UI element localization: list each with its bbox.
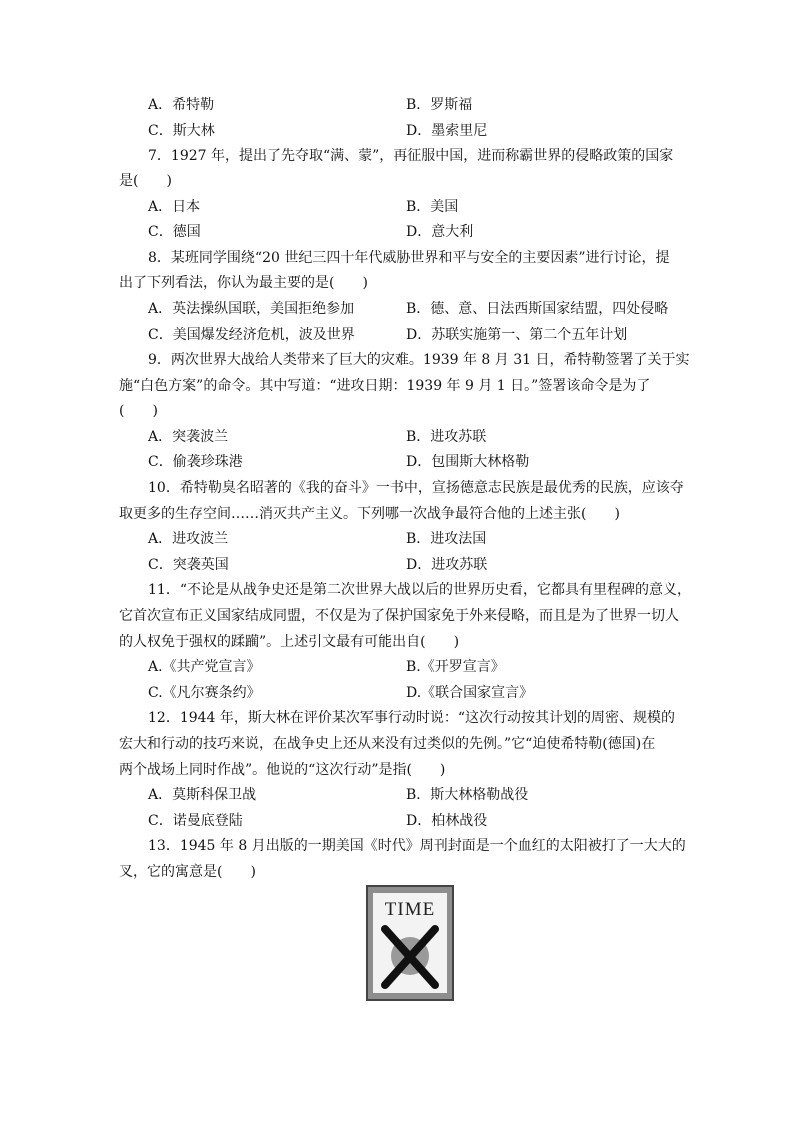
q9-stem-line2: 施“白色方案”的命令。其中写道：“进攻日期：1939 年 9 月 1 日。”签署该命令是为了 — [119, 378, 651, 394]
q8-stem-line1: 8．某班同学围绕“20 世纪三四十年代威胁世界和平与安全的主要因素”进行讨论，提 — [148, 250, 670, 266]
q10-option-d: D．进攻苏联 — [406, 557, 488, 573]
q11-option-d: D.《联合国家宣言》 — [406, 685, 534, 701]
q7-option-d: D．意大利 — [406, 224, 474, 240]
q9-option-d: D．包围斯大林格勒 — [406, 454, 530, 470]
q6-option-d: D．墨索里尼 — [406, 123, 488, 139]
q9-stem-line3: ( ) — [119, 403, 158, 419]
q6-option-b: B．罗斯福 — [406, 97, 473, 113]
q12-option-d: D．柏林战役 — [406, 813, 488, 829]
q10-option-c: C．突袭英国 — [148, 557, 229, 573]
time-magazine-cover-image — [366, 885, 454, 1001]
q12-option-a: A．莫斯科保卫战 — [148, 787, 257, 803]
q6-option-a: A．希特勒 — [148, 97, 215, 113]
crossed-out-sun-icon — [373, 923, 447, 989]
q7-stem-line1: 7．1927 年，提出了先夺取“满、蒙”，再征服中国，进而称霸世界的侵略政策的国家 — [148, 148, 674, 164]
q8-option-d: D．苏联实施第一、第二个五年计划 — [406, 327, 628, 343]
q11-stem-line2: 它首次宣布正义国家结成同盟，不仅是为了保护国家免于外来侵略，而且是为了世界一切人 — [119, 608, 679, 624]
q12-option-c: C．诺曼底登陆 — [148, 813, 243, 829]
q7-option-c: C．德国 — [148, 224, 201, 240]
q11-option-b: B.《开罗宣言》 — [406, 659, 505, 675]
q12-option-b: B．斯大林格勒战役 — [406, 787, 529, 803]
q9-option-b: B．进攻苏联 — [406, 429, 487, 445]
q8-stem-line2: 出了下列看法，你认为最主要的是( ) — [119, 275, 368, 291]
q9-option-a: A．突袭波兰 — [148, 429, 229, 445]
q7-option-b: B．美国 — [406, 199, 459, 215]
q6-option-c: C．斯大林 — [148, 123, 215, 139]
q13-stem-line1: 13．1945 年 8 月出版的一期美国《时代》周刊封面是一个血红的太阳被打了一大大的 — [148, 838, 686, 854]
q10-option-b: B．进攻法国 — [406, 531, 487, 547]
q12-stem-line2: 宏大和行动的技巧来说，在战争史上还从来没有过类似的先例。”它“迫使希特勒(德国)在 — [119, 736, 656, 752]
q8-option-c: C．美国爆发经济危机，波及世界 — [148, 327, 355, 343]
q10-option-a: A．进攻波兰 — [148, 531, 229, 547]
q7-stem-line2: 是( ) — [119, 173, 172, 189]
q12-stem-line3: 两个战场上同时作战”。他说的“这次行动”是指( ) — [119, 762, 446, 778]
q11-option-c: C.《凡尔赛条约》 — [148, 685, 261, 701]
q8-option-a: A．英法操纵国联，美国拒绝参加 — [148, 301, 355, 317]
cover-inner — [373, 893, 447, 993]
q10-stem-line1: 10．希特勒臭名昭著的《我的奋斗》一书中，宣扬德意志民族是最优秀的民族，应该夺 — [148, 480, 684, 496]
q13-stem-line2: 叉，它的寓意是( ) — [119, 864, 256, 880]
q11-stem-line1: 11．“不论是从战争史还是第二次世界大战以后的世界历史看，它都具有里程碑的意义， — [148, 582, 691, 598]
q8-option-b: B．德、意、日法西斯国家结盟，四处侵略 — [406, 301, 669, 317]
q12-stem-line1: 12．1944 年，斯大林在评价某次军事行动时说：“这次行动按其计划的周密、规模的 — [148, 710, 676, 726]
q9-option-c: C．偷袭珍珠港 — [148, 454, 243, 470]
q11-option-a: A.《共产党宣言》 — [148, 659, 261, 675]
q10-stem-line2: 取更多的生存空间……消灭共产主义。下列哪一次战争最符合他的上述主张( ) — [119, 506, 620, 522]
q7-option-a: A．日本 — [148, 199, 201, 215]
cover-title: TIME — [384, 899, 436, 920]
q11-stem-line3: 的人权免于强权的蹂躏”。上述引文最有可能出自( ) — [119, 634, 460, 650]
q9-stem-line1: 9．两次世界大战给人类带来了巨大的灾难。1939 年 8 月 31 日，希特勒签署了关于实 — [148, 352, 690, 368]
